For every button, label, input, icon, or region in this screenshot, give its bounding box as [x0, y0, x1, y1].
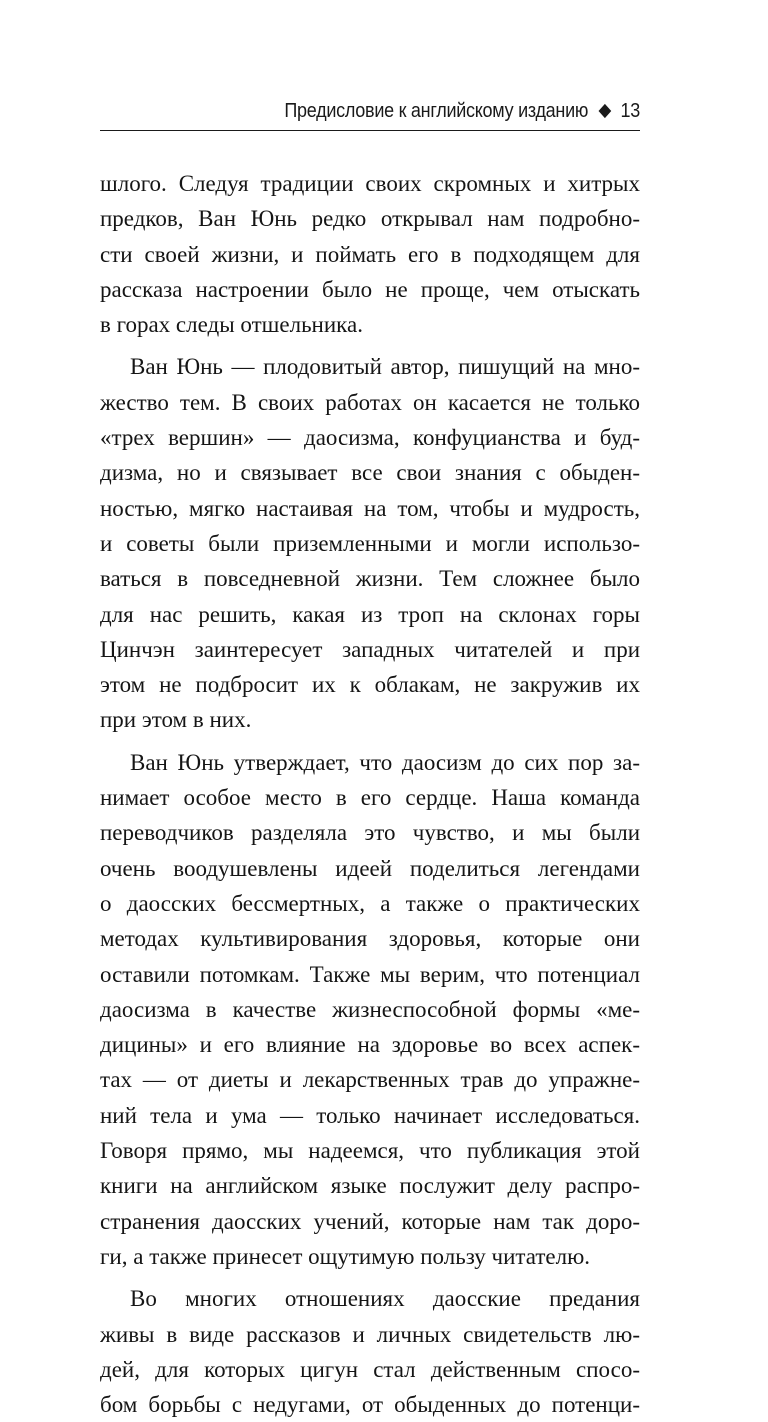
paragraph [100, 166, 640, 342]
text-line: Ван Юнь — плодовитый автор, пишущий на мно- [130, 354, 640, 380]
text-line: при этом в них. [100, 707, 252, 733]
text-line: шлого. Следуя традиции своих скромных и хитрых [100, 171, 640, 196]
paragraph [100, 1281, 640, 1422]
paragraph [100, 349, 640, 737]
text-line: сти своей жизни, и поймать его в подходящем для [100, 241, 640, 267]
text-line: и советы были приземленными и могли использо- [100, 530, 640, 556]
text-line: даосизма в качестве жизнеспособной формы «ме- [100, 996, 640, 1022]
header-rule [100, 130, 640, 131]
text-line: рассказа настроении было не проще, чем отыскать [100, 276, 640, 302]
text-line: дицины» и его влияние на здоровье во всех аспек- [100, 1032, 640, 1058]
running-head-title: Предисловие к английскому изданию [284, 99, 589, 122]
text-line: странения даосских учений, которые нам так доро- [100, 1208, 640, 1234]
text-line: ги, а также принесет ощутимую пользу читателю. [100, 1243, 591, 1269]
text-line: этом не подбросит их к облакам, не закружив их [100, 672, 640, 698]
text-line: ний тела и ума — только начинает исследоваться. [100, 1102, 640, 1128]
text-line: Говоря прямо, мы надеемся, что публикация этой [100, 1138, 640, 1164]
text-line: очень воодушевлены идеей поделиться легендами [100, 855, 640, 881]
running-head [154, 96, 640, 126]
text-line: «трех вершин» — даосизма, конфуцианства и буд- [100, 425, 640, 451]
text-line: методах культивирования здоровья, которые они [100, 926, 640, 952]
text-line: Ван Юнь утверждает, что даосизм до сих пор за- [130, 749, 640, 775]
page-number: 13 [620, 99, 640, 122]
text-line: тах — от диеты и лекарственных трав до упражне- [100, 1067, 640, 1093]
text-line: предков, Ван Юнь редко открывал нам подробно- [100, 206, 640, 232]
diamond-icon [599, 104, 612, 118]
text-line: дизма, но и связывает все свои знания с обыден- [100, 460, 640, 486]
body-text [100, 166, 640, 1422]
text-line: Во многих отношениях даосские предания [130, 1286, 640, 1312]
text-line: переводчиков разделяла это чувство, и мы были [100, 820, 640, 846]
text-line: живы в виде рассказов и личных свидетельств лю- [100, 1321, 640, 1347]
text-line: ностью, мягко настаивая на том, чтобы и мудрость, [100, 495, 640, 521]
text-line: нимает особое место в его сердце. Наша команда [100, 785, 640, 811]
paragraph [100, 745, 640, 1274]
text-line: Цинчэн заинтересует западных читателей и при [100, 636, 640, 662]
text-line: в горах следы отшельника. [100, 312, 363, 338]
text-line: ваться в повседневной жизни. Тем сложнее было [100, 566, 640, 592]
text-line: дей, для которых цигун стал действенным спосо- [100, 1356, 640, 1382]
text-line: книги на английском языке послужит делу распро- [100, 1173, 640, 1199]
text-line: для нас решить, какая из троп на склонах горы [100, 601, 640, 627]
text-line: оставили потомкам. Также мы верим, что потенциал [100, 961, 640, 987]
text-line: бом борьбы с недугами, от обыденных до потенци- [100, 1392, 640, 1418]
text-line: жество тем. В своих работах он касается не только [100, 389, 640, 415]
text-line: о даосских бессмертных, а также о практических [100, 890, 640, 916]
